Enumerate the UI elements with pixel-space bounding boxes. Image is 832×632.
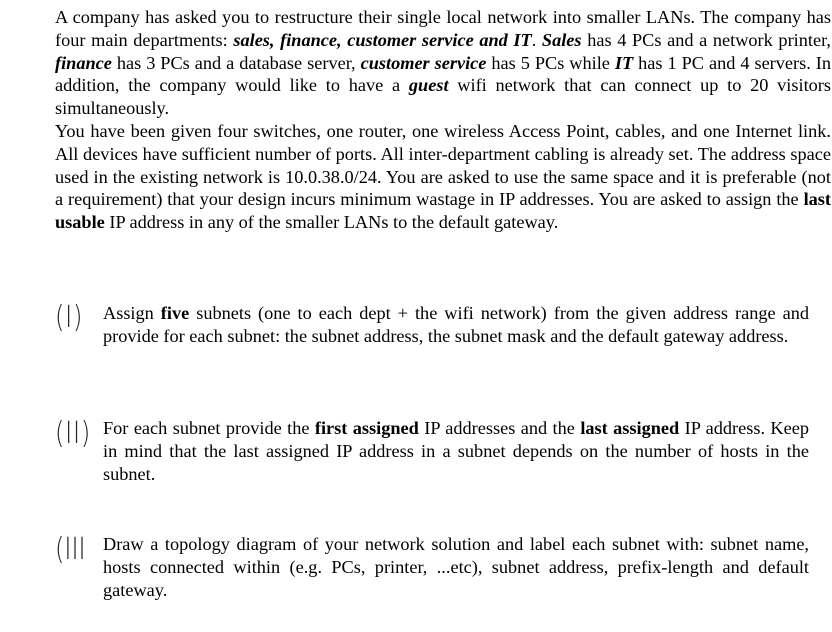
dept-finance: finance (55, 52, 112, 73)
emphasis: first assigned (314, 418, 419, 438)
text: IP address in any of the smaller LANs to the default gateway. (104, 212, 559, 233)
text: has 4 PCs and a network printer, (581, 29, 831, 50)
question-1 (103, 302, 809, 348)
intro-paragraph-1 (55, 6, 831, 120)
question-2 (103, 417, 809, 486)
dept-it: IT (614, 52, 634, 73)
emphasis: five (160, 303, 190, 323)
text: wifi network that can connect up to 20 visitors simultaneously. (55, 75, 831, 119)
text: Draw a topology diagram of your network solution and label each subnet with: subnet name, hosts connected within (e.g. PCs, printer, ...etc), subnet address, prefix-length and default gateway. (103, 534, 809, 600)
text: IP addresses and the (418, 418, 581, 438)
handwritten-marker-1: (I) (55, 300, 84, 335)
problem-statement (55, 6, 831, 234)
text: IP address. Keep in mind that the last assigned IP address in a subnet depends on the number of hosts in the subnet. (103, 418, 810, 484)
guest-network: guest (408, 75, 449, 96)
text: For each subnet provide the (103, 418, 315, 438)
handwritten-marker-3: (III (55, 532, 86, 567)
emphasis: last assigned (580, 418, 680, 438)
last-usable: last usable (55, 189, 831, 233)
text: . (531, 29, 542, 50)
text: has 1 PC and 4 servers. In addition, the company would like to have a (55, 52, 831, 96)
departments-list: sales, finance, customer service and IT (233, 29, 532, 50)
intro-paragraph-2 (55, 120, 831, 234)
dept-customer-service: customer service (360, 52, 487, 73)
text: A company has asked you to restructure their single local network into smaller LANs. The company has four main departments: (55, 7, 831, 50)
question-3 (103, 533, 809, 602)
dept-sales: Sales (541, 29, 582, 50)
text: has 5 PCs while (486, 52, 615, 73)
text: You have been given four switches, one router, one wireless Access Point, cables, and one Internet link. All devices have sufficient number of ports. All inter-department cabling is already set. The address space used in the existing network is 10.0.38.0/24. You are asked to use the same space and it is preferable (not a requirement) that your design incurs minimum wastage in IP addresses. You are asked to assign the (55, 120, 831, 210)
text: Assign (103, 303, 161, 323)
text: subnets (one to each dept + the wifi network) from the given address range and provide for each subnet: the subnet address, the subnet mask and the default gateway address. (103, 303, 809, 346)
text: has 3 PCs and a database server, (111, 52, 361, 73)
handwritten-marker-2: (II) (55, 416, 92, 451)
